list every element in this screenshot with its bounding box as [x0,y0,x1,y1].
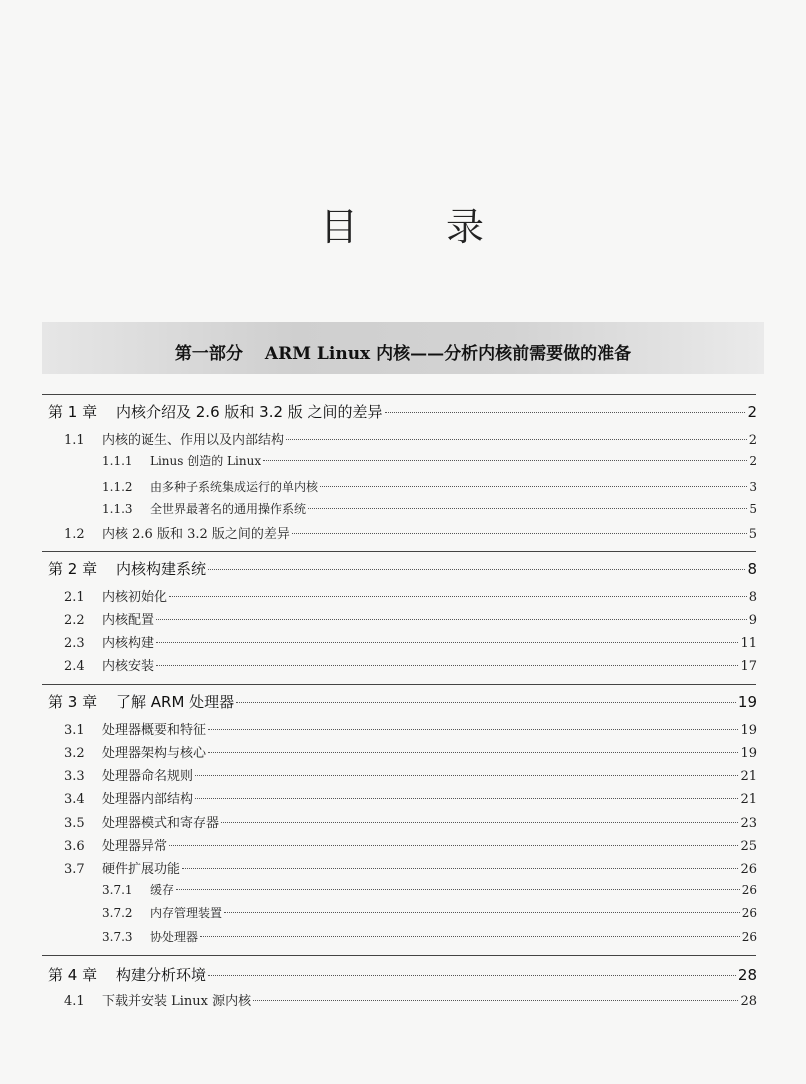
toc-entry-label [48,401,383,422]
dot-leader [169,596,747,597]
toc-entry-number: 3.3 [64,769,85,784]
toc-entry-number: 3.7.2 [102,906,133,920]
toc-entry-page: 3 [749,480,757,494]
toc-entry-number: 3.5 [64,816,85,831]
toc-entry-title: 处理器概要和特征 [102,723,207,738]
toc-entry-title: 内核的诞生、作用以及内部结构 [102,433,285,448]
toc-entry-title: 硬件扩展功能 [102,862,181,877]
toc-chapter-row [48,401,757,422]
toc-entry-label [48,964,206,985]
toc-entry-title: 处理器模式和寄存器 [102,816,220,831]
toc-section-row [64,742,757,761]
chapter-separator [42,684,756,685]
toc-entry-number: 第 4 章 [48,966,98,984]
toc-entry-title: 了解 ARM 处理器 [116,693,235,711]
toc-entry-title: 构建分析环境 [116,966,207,984]
toc-entry-number: 2.3 [64,636,85,651]
toc-entry-number: 第 1 章 [48,403,98,421]
dot-leader [308,508,747,509]
toc-entry-title: Linus 创造的 Linux [150,454,262,468]
toc-entry-title: 处理器命名规则 [102,769,194,784]
toc-entry-number: 第 3 章 [48,693,98,711]
dot-leader [263,460,747,461]
toc-entry-label [64,523,290,542]
toc-entry-title: 由多种子系统集成运行的单内核 [150,480,319,494]
dot-leader [208,975,736,976]
dot-leader [208,729,738,730]
dot-leader [221,822,738,823]
toc-entry-page: 19 [740,723,757,738]
toc-entry-page: 2 [749,454,757,468]
toc-entry-title: 内核介绍及 2.6 版和 3.2 版 之间的差异 [116,403,383,421]
toc-entry-title: 下载并安装 Linux 源内核 [102,994,252,1009]
toc-entry-label [102,928,198,945]
toc-entry-page: 11 [740,636,757,651]
toc-entry-page: 8 [748,590,757,605]
toc-subsection-row [102,500,757,517]
toc-entry-number: 1.1.3 [102,502,133,516]
dot-leader [156,619,747,620]
toc-entry-number: 3.7 [64,862,85,877]
toc-entry-page: 21 [740,792,757,807]
part-heading [0,339,806,364]
toc-entry-page: 2 [747,403,757,421]
toc-section-row [64,765,757,784]
toc-chapter-row [48,691,757,712]
toc-entry-label [64,788,193,807]
toc-entry-label [64,609,154,628]
toc-entry-page: 8 [747,560,757,578]
toc-entry-page: 26 [741,883,757,897]
toc-entry-number: 4.1 [64,994,85,1009]
toc-entry-label [64,719,206,738]
toc-entry-title: 全世界最著名的通用操作系统 [150,502,307,516]
toc-entry-page: 2 [748,433,757,448]
toc-entry-title: 内核构建系统 [116,560,207,578]
toc-entry-number: 3.2 [64,746,85,761]
toc-entry-label [102,478,318,495]
dot-leader [385,412,746,413]
dot-leader [176,889,740,890]
toc-entry-label [64,632,154,651]
toc-entry-number: 第 2 章 [48,560,98,578]
dot-leader [224,912,740,913]
toc-section-row [64,719,757,738]
toc-entry-label [64,812,219,831]
part-title: ARM Linux 内核——分析内核前需要做的准备 [264,344,632,364]
toc-entry-page: 5 [749,502,757,516]
toc-subsection-row [102,904,757,921]
dot-leader [253,1000,738,1001]
toc-entry-label [64,858,180,877]
toc-section-row [64,655,757,674]
toc-entry-number: 1.1.2 [102,480,133,494]
toc-entry-title: 内核 2.6 版和 3.2 版之间的差异 [102,527,290,542]
toc-entry-number: 1.2 [64,527,85,542]
toc-entry-label [64,835,167,854]
dot-leader [169,845,738,846]
toc-entry-label [64,429,284,448]
toc-entry-number: 2.2 [64,613,85,628]
dot-leader [236,702,736,703]
toc-section-row [64,788,757,807]
toc-entry-number: 1.1.1 [102,454,133,468]
toc-entry-number: 3.1 [64,723,85,738]
toc-entry-title: 内存管理装置 [150,906,223,920]
toc-section-row [64,812,757,831]
toc-entry-label [102,904,222,921]
toc-entry-label [102,881,174,898]
toc-entry-label [48,558,206,579]
toc-entry-title: 内核安装 [102,659,155,674]
toc-subsection-row [102,928,757,945]
part-number: 第一部分 [174,344,243,364]
toc-entry-label [64,655,154,674]
chapter-separator [42,394,756,395]
dot-leader [200,936,740,937]
toc-entry-page: 28 [740,994,757,1009]
page-title-first-char: 目 [319,205,360,249]
toc-entry-title: 协处理器 [150,930,199,944]
toc-entry-label [64,765,193,784]
toc-entry-label [64,990,251,1009]
dot-leader [320,486,747,487]
toc-entry-number: 3.7.3 [102,930,133,944]
toc-entry-number: 2.1 [64,590,85,605]
toc-entry-number: 1.1 [64,433,85,448]
toc-entry-number: 2.4 [64,659,85,674]
dot-leader [195,775,738,776]
toc-entry-label [48,691,234,712]
toc-entry-page: 23 [740,816,757,831]
toc-entry-page: 17 [740,659,757,674]
toc-entry-page: 9 [748,613,757,628]
toc-entry-number: 3.4 [64,792,85,807]
toc-entry-label [64,586,167,605]
toc-entry-title: 处理器内部结构 [102,792,194,807]
toc-entry-label [102,452,261,469]
page-title-second-char: 录 [446,205,487,249]
toc-entry-page: 5 [748,527,757,542]
toc-entry-number: 3.6 [64,839,85,854]
toc-entry-title: 缓存 [150,883,175,897]
chapter-separator [42,955,756,956]
dot-leader [156,665,738,666]
toc-chapter-row [48,558,757,579]
chapter-separator [42,551,756,552]
toc-entry-page: 21 [740,769,757,784]
toc-section-row [64,586,757,605]
toc-entry-label [64,742,206,761]
dot-leader [195,798,738,799]
toc-section-row [64,609,757,628]
toc-entry-page: 19 [737,693,757,711]
toc-subsection-row [102,881,757,898]
toc-entry-page: 25 [740,839,757,854]
toc-section-row [64,632,757,651]
toc-entry-title: 内核配置 [102,613,155,628]
toc-entry-page: 28 [737,966,757,984]
dot-leader [208,569,745,570]
toc-entry-title: 内核初始化 [102,590,168,605]
dot-leader [292,533,747,534]
toc-entry-title: 内核构建 [102,636,155,651]
toc-section-row [64,523,757,542]
toc-entry-page: 26 [741,906,757,920]
toc-chapter-row [48,964,757,985]
toc-section-row [64,835,757,854]
dot-leader [182,868,738,869]
toc-entry-page: 26 [740,862,757,877]
dot-leader [208,752,738,753]
toc-entry-page: 26 [741,930,757,944]
page-title [0,196,806,251]
toc-section-row [64,429,757,448]
toc-section-row [64,990,757,1009]
toc-entry-title: 处理器架构与核心 [102,746,207,761]
toc-subsection-row [102,478,757,495]
toc-entry-number: 3.7.1 [102,883,133,897]
toc-entry-title: 处理器异常 [102,839,168,854]
toc-entry-page: 19 [740,746,757,761]
dot-leader [156,642,738,643]
dot-leader [286,439,747,440]
toc-subsection-row [102,452,757,469]
toc-entry-label [102,500,306,517]
toc-section-row [64,858,757,877]
